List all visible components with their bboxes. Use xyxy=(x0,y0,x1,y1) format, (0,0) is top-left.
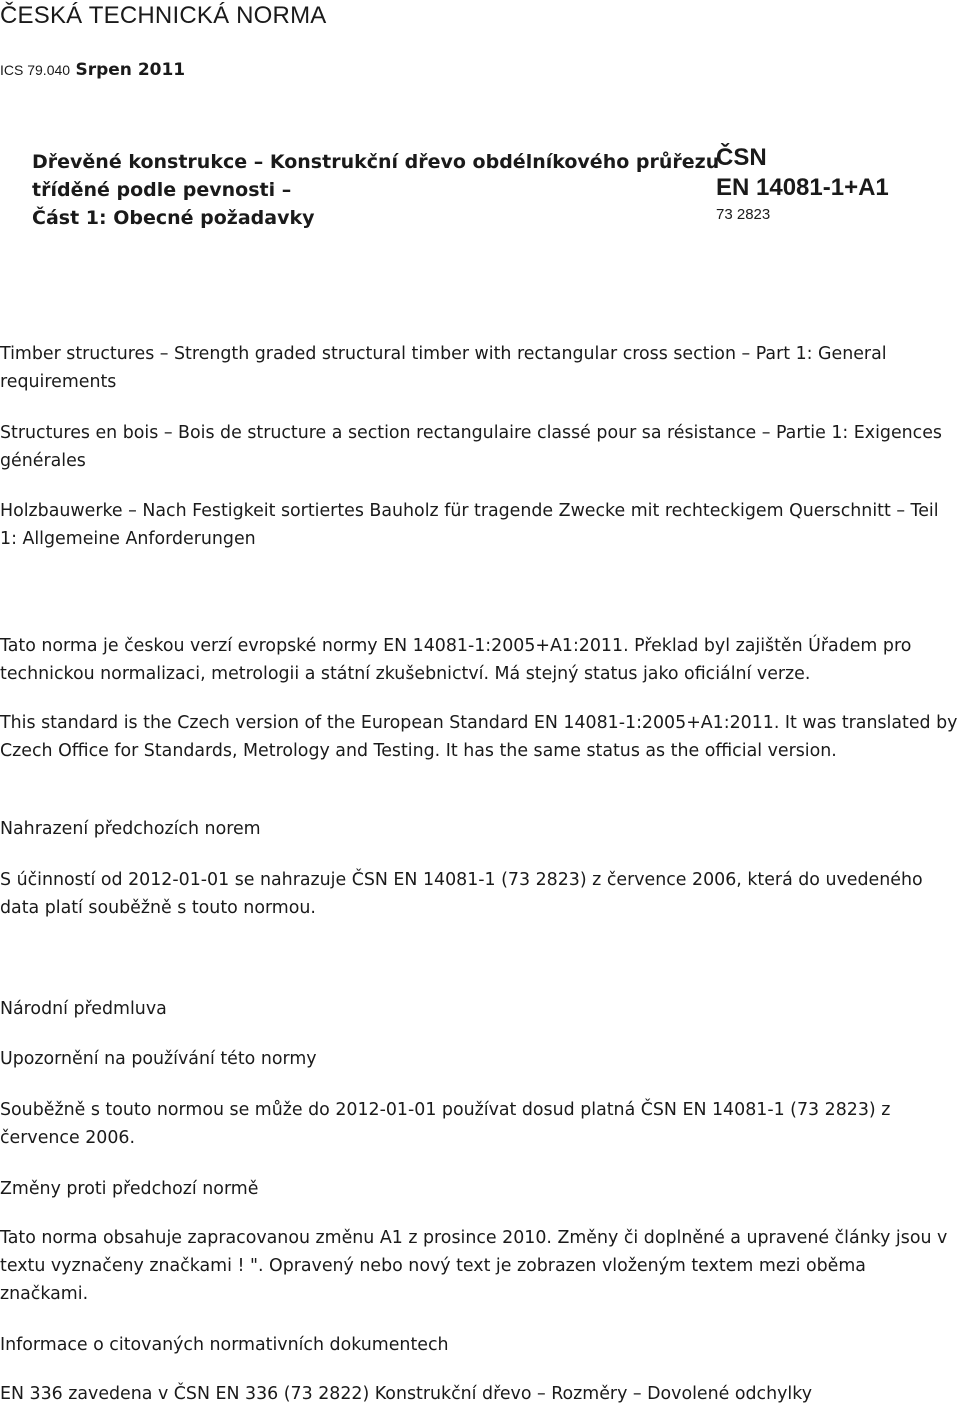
ics-code: ICS 79.040 xyxy=(0,62,71,78)
changes-heading: Změny proti předchozí normě xyxy=(0,1179,259,1199)
czech-title xyxy=(32,148,722,232)
foreword-heading: Národní předmluva xyxy=(0,999,167,1019)
french-title: Structures en bois – Bois de structure a section rectangulaire classé pour sa résistance – Partie 1: Exigences générales xyxy=(0,423,942,471)
czech-title-line: Část 1: Obecné požadavky xyxy=(32,207,315,229)
standard-designation xyxy=(716,144,889,226)
changes-text: Tato norma obsahuje zapracovanou změnu A1 z prosince 2010. Změny či doplněné a upravené články jsou v textu vyznačeny značkami ! ". Opravený nebo nový text je zobrazen vloženým textem mezi oběma značkami. xyxy=(0,1228,948,1304)
czech-title-line: Dřevěné konstrukce – Konstrukční dřevo obdélníkového průřezu xyxy=(32,151,720,173)
replacement-heading: Nahrazení předchozích norem xyxy=(0,819,261,839)
czech-title-line: tříděné podle pevnosti – xyxy=(32,179,292,201)
ics-date-line xyxy=(0,60,185,80)
replacement-text: S účinností od 2012-01-01 se nahrazuje ČSN EN 14081-1 (73 2823) z července 2006, která do uvedeného data platí souběžně s touto normou. xyxy=(0,870,923,918)
status-czech: Tato norma je českou verzí evropské normy EN 14081-1:2005+A1:2011. Překlad byl zajištěn Úřadem pro technickou normalizaci, metrologii a státní zkušebnictví. Má stejný status jako oficiální verze. xyxy=(0,636,912,684)
usage-text: Souběžně s touto normou se může do 2012-01-01 používat dosud platná ČSN EN 14081-1 (73 2823) z července 2006. xyxy=(0,1100,891,1148)
document-header-title: ČESKÁ TECHNICKÁ NORMA xyxy=(0,2,327,29)
reference-item: EN 336 zavedena v ČSN EN 336 (73 2822) Konstrukční dřevo – Rozměry – Dovolené odchylky xyxy=(0,1384,812,1404)
status-english: This standard is the Czech version of the European Standard EN 14081-1:2005+A1:2011. It was translated by Czech Office for Standards, Metrology and Testing. It has the same status as the official version. xyxy=(0,713,958,761)
english-title: Timber structures – Strength graded structural timber with rectangular cross section – Part 1: General requirements xyxy=(0,344,887,392)
references-heading: Informace o citovaných normativních dokumentech xyxy=(0,1335,449,1355)
german-title: Holzbauwerke – Nach Festigkeit sortiertes Bauholz für tragende Zwecke mit rechteckigem Querschnitt – Teil 1: Allgemeine Anforderungen xyxy=(0,501,939,549)
publication-date: Srpen 2011 xyxy=(75,60,186,80)
standard-number: EN 14081-1+A1 xyxy=(716,174,889,201)
classification-number: 73 2823 xyxy=(716,206,771,223)
csn-label: ČSN xyxy=(716,144,767,171)
usage-heading: Upozornění na používání této normy xyxy=(0,1049,317,1069)
